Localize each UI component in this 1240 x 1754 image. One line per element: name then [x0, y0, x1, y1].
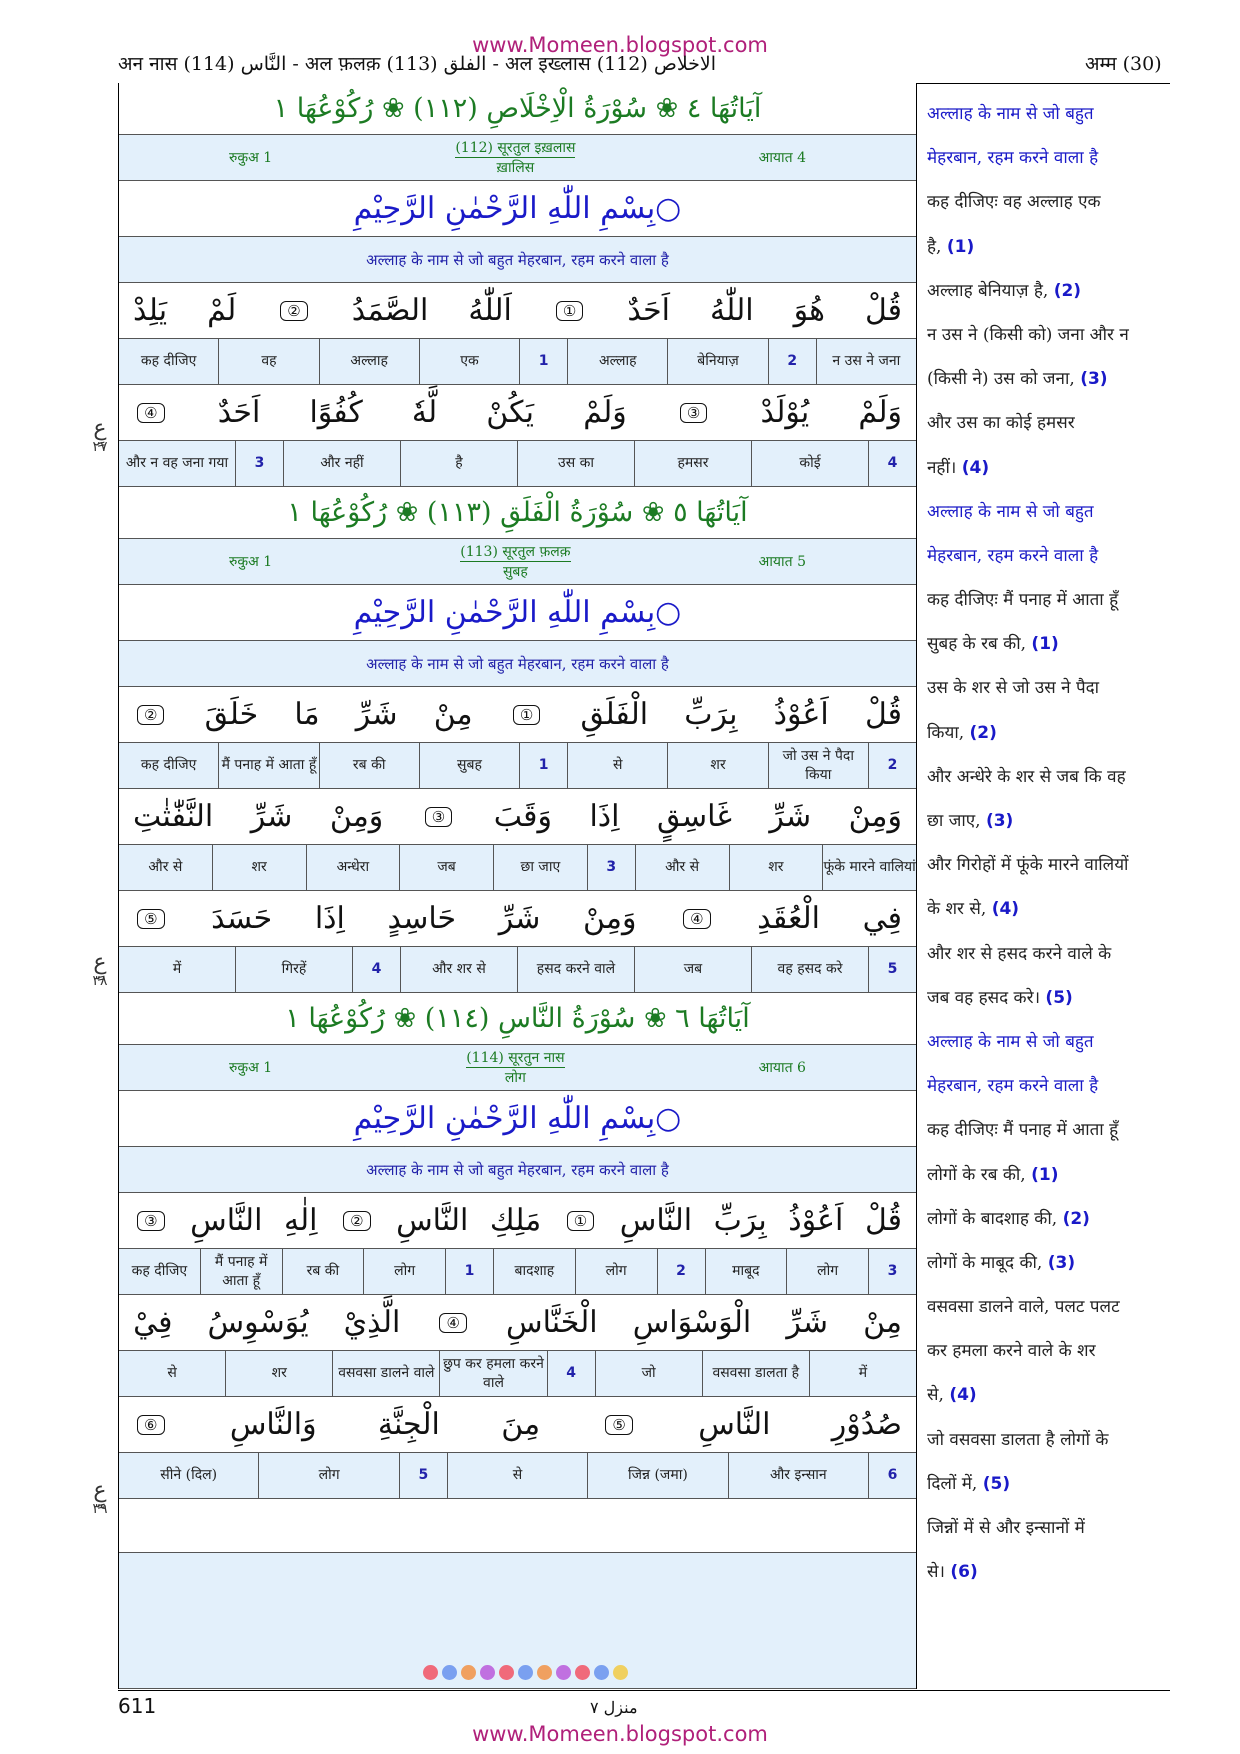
translation-line: मेहरबान, रहम करने वाला है — [927, 545, 1099, 566]
bismillah — [119, 585, 916, 641]
translation-line: से, (4) — [927, 1385, 977, 1406]
surah-name-block — [455, 138, 575, 177]
bismillah — [119, 181, 916, 237]
ayah-number: ② — [137, 705, 164, 725]
word-translation-cell: मैं पनाह में आता हूँ — [218, 743, 318, 788]
arabic-line — [119, 687, 916, 743]
arabic-word: صُدُوْرِ — [831, 1407, 902, 1442]
arabic-word: يُوْلَدْ — [760, 395, 810, 430]
word-translation-cell: बेनियाज़ — [667, 339, 767, 384]
translation-line: और उस का कोई हमसर — [927, 413, 1075, 434]
bismillah-translation-text: अल्लाह के नाम से जो बहुत मेहरबान, रहम करने वाला है — [366, 654, 669, 673]
word-translation-cell: कह दीजिए — [131, 1263, 188, 1280]
translation-line: किया, (2) — [927, 722, 997, 743]
surah-header — [119, 487, 916, 539]
arabic-word: وَمِنْ — [329, 799, 384, 834]
word-translation-cell: अन्धेरा — [306, 845, 400, 890]
ruku-mark: عٍ ٢٧ — [92, 416, 108, 455]
surah-name: (112) सूरतुल इख़लास — [455, 140, 576, 156]
word-translation-cell: हसद करने वाले — [517, 947, 634, 992]
word-translation-cell: फूंके मारने वालियां — [822, 845, 916, 890]
surah-title: آيَاتُهَا ٦ ❀ سُوْرَةُ النَّاسِ (١١٤) ❀ رُكُوْعُهَا ١ — [285, 1003, 750, 1034]
ruku-mark: عٍ ٣٩ — [92, 1478, 108, 1517]
word-translation-row — [119, 947, 916, 993]
translation-line: कह दीजिएः वह अल्लाह एक — [927, 192, 1101, 213]
arabic-word: كُفُوًا — [309, 395, 363, 430]
translation-line: दिलों में, (5) — [927, 1473, 1011, 1494]
bismillah-translation-text: अल्लाह के नाम से जो बहुत मेहरबान, रहम करने वाला है — [366, 250, 669, 269]
arabic-word: لَّهٗ — [411, 395, 438, 430]
arabic-word: مَلِكِ — [489, 1203, 542, 1238]
word-translation-cell: जब — [634, 947, 751, 992]
arabic-word: قُلْ — [864, 1203, 902, 1238]
bismillah-translation — [119, 1147, 916, 1193]
translation-line: लोगों के बादशाह की, (2) — [927, 1208, 1090, 1229]
ayah-number: ③ — [137, 1211, 164, 1231]
translation-line: अल्लाह के नाम से जो बहुत — [927, 104, 1094, 124]
translation-line: कह दीजिएः मैं पनाह में आता हूँ — [927, 1120, 1119, 1141]
word-translation-cell: न उस ने जना — [816, 339, 916, 384]
word-translation-cell: छुप कर हमला करने वाले — [439, 1351, 546, 1396]
word-translation-cell: और न वह जना गया — [125, 455, 229, 472]
surah-meaning: ख़ालिस — [496, 160, 535, 176]
arabic-word: يَلِدْ — [133, 293, 168, 328]
arabic-line — [119, 385, 916, 441]
translation-line: (किसी ने) उस को जना, (3) — [927, 369, 1108, 390]
arabic-line — [119, 283, 916, 339]
word-translation-cell: रब की — [282, 1249, 364, 1294]
main-column — [118, 83, 917, 1689]
ayat-count: आयात 4 — [758, 150, 806, 166]
word-translation-cell: वह — [218, 339, 318, 384]
arabic-word: مِنْ — [863, 1305, 902, 1340]
word-translation-cell: बादशाह — [493, 1249, 575, 1294]
arabic-word: اَحَدٌ — [217, 395, 261, 430]
ayah-number-cell: 2 — [868, 743, 916, 788]
arabic-word: اَللّٰهُ — [468, 293, 512, 328]
translation-line: है, (1) — [927, 236, 975, 257]
translation-line: वसवसा डालने वाले, पलट पलट — [927, 1297, 1120, 1318]
word-translation-cell: लोग — [575, 1249, 657, 1294]
translation-line: कह दीजिएः मैं पनाह में आता हूँ — [927, 590, 1119, 611]
translation-line: मेहरबान, रहम करने वाला है — [927, 1076, 1099, 1097]
translation-line: जो वसवसा डालता है लोगों के — [927, 1429, 1109, 1450]
arabic-word: الْعُقَدِ — [757, 901, 821, 936]
word-translation-row — [119, 1249, 916, 1295]
arabic-word: وَقَبَ — [493, 799, 552, 834]
word-translation-cell: में — [809, 1351, 916, 1396]
surah-title: آيَاتُهَا ٤ ❀ سُوْرَةُ الْاِخْلَاصِ (١١٢) ❀ رُكُوْعُهَا ١ — [273, 93, 762, 124]
ayah-number: ② — [343, 1211, 370, 1231]
word-translation-cell: और इन्सान — [728, 1453, 868, 1498]
ayah-number: ④ — [683, 909, 710, 929]
empty-row — [119, 1499, 916, 1553]
translation-column — [927, 92, 1167, 1594]
word-translation-cell: हमसर — [634, 441, 751, 486]
word-translation-cell: जो — [595, 1351, 702, 1396]
ruku-mark: عٍ ٣٨ — [92, 950, 108, 989]
word-translation-cell: वह हसद करे — [751, 947, 868, 992]
arabic-word: النَّاسِ — [619, 1203, 693, 1238]
arabic-word: اِذَا — [589, 799, 620, 834]
word-translation-row — [119, 1453, 916, 1499]
arabic-word: حَسَدَ — [211, 901, 273, 936]
arabic-word: الَّذِيْ — [343, 1305, 401, 1340]
page-number: 611 — [118, 1694, 157, 1718]
ayat-count: आयात 5 — [758, 554, 806, 570]
ayah-number: ③ — [425, 807, 452, 827]
ayah-number-cell: 4 — [352, 947, 400, 992]
arabic-line — [119, 1193, 916, 1249]
word-translation-cell: कोई — [751, 441, 868, 486]
word-translation-row — [119, 845, 916, 891]
surah-info — [119, 135, 916, 181]
arabic-word: قُلْ — [864, 293, 902, 328]
translation-line: सुबह के रब की, (1) — [927, 634, 1059, 655]
bismillah-text: بِسْمِ اللّٰهِ الرَّحْمٰنِ الرَّحِيْمِ○ — [353, 595, 682, 630]
surah-meaning: सुबह — [502, 564, 528, 580]
arabic-word: شَرِّ — [498, 901, 541, 936]
translation-line: के शर से, (4) — [927, 899, 1020, 920]
ayah-number: ③ — [680, 403, 707, 423]
decorative-ornament — [400, 1665, 650, 1685]
word-translation-row — [119, 1351, 916, 1397]
arabic-word: شَرِّ — [355, 697, 398, 732]
arabic-word: مَا — [294, 697, 320, 732]
arabic-word: اَعُوْذُ — [773, 697, 829, 732]
word-translation-cell: में — [172, 961, 182, 978]
ayah-number-cell: 5 — [399, 1453, 447, 1498]
arabic-word: لَمْ — [207, 293, 237, 328]
page-header-right: अम्म (30) — [1085, 53, 1162, 75]
surah-info — [119, 1045, 916, 1091]
arabic-line — [119, 891, 916, 947]
word-translation-cell: से — [567, 743, 667, 788]
ruku-count: रुकुअ 1 — [229, 150, 273, 166]
arabic-word: النَّفّٰثٰتِ — [133, 799, 214, 834]
word-translation-cell: छा जाए — [493, 845, 587, 890]
arabic-word: اِلٰهِ — [283, 1203, 318, 1238]
word-translation-cell: कह दीजिए — [140, 353, 197, 370]
surah-info — [119, 539, 916, 585]
ayah-number: ① — [567, 1211, 594, 1231]
translation-line: अल्लाह के नाम से जो बहुत — [927, 1031, 1094, 1052]
word-translation-cell: अल्लाह — [319, 339, 419, 384]
word-translation-cell: से — [447, 1453, 587, 1498]
word-translation-cell: रब की — [319, 743, 419, 788]
word-translation-cell: और से — [148, 859, 183, 876]
bismillah — [119, 1091, 916, 1147]
ayah-number-cell: 1 — [519, 339, 567, 384]
arabic-word: حَاسِدٍ — [387, 901, 457, 936]
ruku-count: रुकुअ 1 — [229, 1060, 273, 1076]
translation-line: मेहरबान, रहम करने वाला है — [927, 148, 1099, 169]
ayah-number-cell: 4 — [547, 1351, 595, 1396]
ayah-number: ② — [280, 301, 307, 321]
arabic-word: الْفَلَقِ — [580, 697, 649, 732]
translation-line: अल्लाह के नाम से जो बहुत — [927, 501, 1094, 522]
word-translation-cell: लोग — [363, 1249, 445, 1294]
word-translation-cell: शर — [729, 845, 823, 890]
arabic-word: اللّٰهُ — [710, 293, 754, 328]
arabic-word: مِنَ — [501, 1407, 541, 1442]
arabic-word: شَرِّ — [786, 1305, 829, 1340]
ayah-number-cell: 3 — [235, 441, 283, 486]
arabic-word: خَلَقَ — [204, 697, 259, 732]
word-translation-row — [119, 441, 916, 487]
surah-title: آيَاتُهَا ٥ ❀ سُوْرَةُ الْفَلَقِ (١١٣) ❀ رُكُوْعُهَا ١ — [287, 497, 748, 528]
word-translation-cell: शर — [212, 845, 306, 890]
word-translation-cell: और नहीं — [283, 441, 400, 486]
ayah-number-cell: 3 — [587, 845, 635, 890]
word-translation-cell: सीने (दिल) — [160, 1467, 218, 1484]
arabic-word: وَمِنْ — [583, 901, 637, 936]
word-translation-cell: जो उस ने पैदा किया — [768, 743, 868, 788]
word-translation-cell: वसवसा डालने वाले — [332, 1351, 439, 1396]
surah-header — [119, 993, 916, 1045]
ayah-number: ⑥ — [137, 1415, 164, 1435]
website-url-bottom[interactable]: www.Momeen.blogspot.com — [472, 1722, 768, 1746]
word-translation-cell: मैं पनाह में आता हूँ — [200, 1249, 282, 1294]
manzil-label: منزل ٧ — [590, 1698, 638, 1717]
translation-line: लोगों के माबूद की, (3) — [927, 1252, 1076, 1273]
arabic-word: شَرِّ — [769, 799, 812, 834]
arabic-word: اَعُوْذُ — [788, 1203, 844, 1238]
word-translation-cell: उस का — [517, 441, 634, 486]
ayah-number-cell: 4 — [868, 441, 916, 486]
word-translation-cell: जब — [399, 845, 493, 890]
ayah-number-cell: 6 — [868, 1453, 916, 1498]
arabic-word: اَحَدٌ — [627, 293, 671, 328]
arabic-word: يَكُنْ — [486, 395, 535, 430]
ayah-number-cell: 5 — [868, 947, 916, 992]
arabic-line — [119, 1295, 916, 1351]
word-translation-cell: लोग — [786, 1249, 868, 1294]
word-translation-cell: है — [400, 441, 517, 486]
word-translation-row — [119, 339, 916, 385]
translation-line: लोगों के रब की, (1) — [927, 1164, 1059, 1185]
page-header-left: अन नास (114) النَّاس - अल फ़लक़ (113) الفلق - अल इख्लास (112) الاخلاص — [118, 53, 717, 75]
ayah-number: ⑤ — [605, 1415, 632, 1435]
surah-name-block — [460, 542, 570, 581]
arabic-word: يُوَسْوِسُ — [207, 1305, 309, 1340]
arabic-word: مِنْ — [433, 697, 473, 732]
arabic-word: الْخَنَّاسِ — [505, 1305, 598, 1340]
word-translation-cell: सुबह — [419, 743, 519, 788]
translation-line: और अन्धेरे के शर से जब कि वह — [927, 766, 1126, 787]
word-translation-cell: जिन्न (जमा) — [587, 1453, 727, 1498]
ayat-count: आयात 6 — [758, 1060, 806, 1076]
translation-line: जब वह हसद करे। (5) — [927, 987, 1073, 1008]
arabic-word: اِذَا — [314, 901, 345, 936]
arabic-word: الصَّمَدُ — [351, 293, 429, 328]
arabic-word: بِرَبِّ — [713, 1203, 767, 1238]
arabic-word: وَلَمْ — [583, 395, 627, 430]
ayah-number-cell: 2 — [768, 339, 816, 384]
word-translation-row — [119, 743, 916, 789]
arabic-line — [119, 789, 916, 845]
arabic-word: وَمِنْ — [848, 799, 902, 834]
word-translation-cell: माबूद — [705, 1249, 787, 1294]
website-url-top[interactable]: www.Momeen.blogspot.com — [472, 33, 768, 57]
word-translation-cell: शर — [225, 1351, 332, 1396]
word-translation-cell: और से — [635, 845, 729, 890]
bismillah-translation — [119, 237, 916, 283]
surah-name-block — [466, 1048, 564, 1087]
translation-line: से। (6) — [927, 1562, 978, 1583]
surah-meaning: लोग — [504, 1070, 526, 1086]
arabic-word: النَّاسِ — [396, 1203, 469, 1238]
arabic-word: بِرَبِّ — [684, 697, 738, 732]
translation-line: और शर से हसद करने वाले के — [927, 943, 1112, 964]
ayah-number: ① — [513, 705, 540, 725]
translation-line: न उस ने (किसी को) जना और न — [927, 324, 1129, 345]
bismillah-translation-text: अल्लाह के नाम से जो बहुत मेहरबान, रहम करने वाला है — [366, 1160, 669, 1179]
arabic-word: وَالنَّاسِ — [229, 1407, 317, 1442]
translation-line: उस के शर से जो उस ने पैदा — [927, 678, 1100, 699]
word-translation-cell: अल्लाह — [567, 339, 667, 384]
translation-line: छा जाए, (3) — [927, 811, 1014, 831]
translation-line: और गिरोहों में फूंके मारने वालियों — [927, 855, 1129, 876]
surah-name: (113) सूरतुल फ़लक़ — [460, 544, 571, 560]
ayah-number-cell: 3 — [868, 1249, 916, 1294]
ayah-number: ① — [556, 301, 583, 321]
arabic-word: هُوَ — [793, 293, 825, 328]
ruku-count: रुकुअ 1 — [229, 554, 273, 570]
arabic-line — [119, 1397, 916, 1453]
ayah-number: ④ — [137, 403, 164, 423]
arabic-word: شَرِّ — [250, 799, 293, 834]
word-translation-cell: लोग — [258, 1453, 398, 1498]
ayah-number-cell: 1 — [445, 1249, 493, 1294]
arabic-word: فِي — [862, 901, 902, 936]
arabic-word: النَّاسِ — [698, 1407, 771, 1442]
bismillah-translation — [119, 641, 916, 687]
surah-name: (114) सूरतुन नास — [466, 1050, 565, 1066]
arabic-word: وَلَمْ — [858, 395, 902, 430]
bismillah-text: بِسْمِ اللّٰهِ الرَّحْمٰنِ الرَّحِيْمِ○ — [353, 191, 682, 226]
arabic-word: غَاسِقٍ — [656, 799, 732, 834]
word-translation-cell: से — [167, 1365, 177, 1382]
ayah-number: ④ — [439, 1313, 466, 1333]
translation-line: जिन्नों में से और इन्सानों में — [927, 1518, 1085, 1538]
word-translation-cell: गिरहें — [235, 947, 352, 992]
translation-line: अल्लाह बेनियाज़ है, (2) — [927, 280, 1082, 301]
arabic-word: النَّاسِ — [190, 1203, 263, 1238]
word-translation-cell: और शर से — [400, 947, 517, 992]
translation-line: नहीं। (4) — [927, 457, 990, 478]
arabic-word: الْجِنَّةِ — [377, 1407, 440, 1442]
ayah-number-cell: 2 — [657, 1249, 705, 1294]
surah-header — [119, 83, 916, 135]
ayah-number-cell: 1 — [519, 743, 567, 788]
bismillah-text: بِسْمِ اللّٰهِ الرَّحْمٰنِ الرَّحِيْمِ○ — [353, 1101, 682, 1136]
ayah-number: ⑤ — [137, 909, 164, 929]
word-translation-cell: शर — [667, 743, 767, 788]
word-translation-cell: वसवसा डालता है — [702, 1351, 809, 1396]
word-translation-cell: कह दीजिए — [140, 757, 197, 774]
arabic-word: الْوَسْوَاسِ — [632, 1305, 752, 1340]
word-translation-cell: एक — [419, 339, 519, 384]
arabic-word: قُلْ — [864, 697, 902, 732]
translation-line: कर हमला करने वाले के शर — [927, 1341, 1096, 1362]
arabic-word: فِيْ — [133, 1305, 173, 1340]
